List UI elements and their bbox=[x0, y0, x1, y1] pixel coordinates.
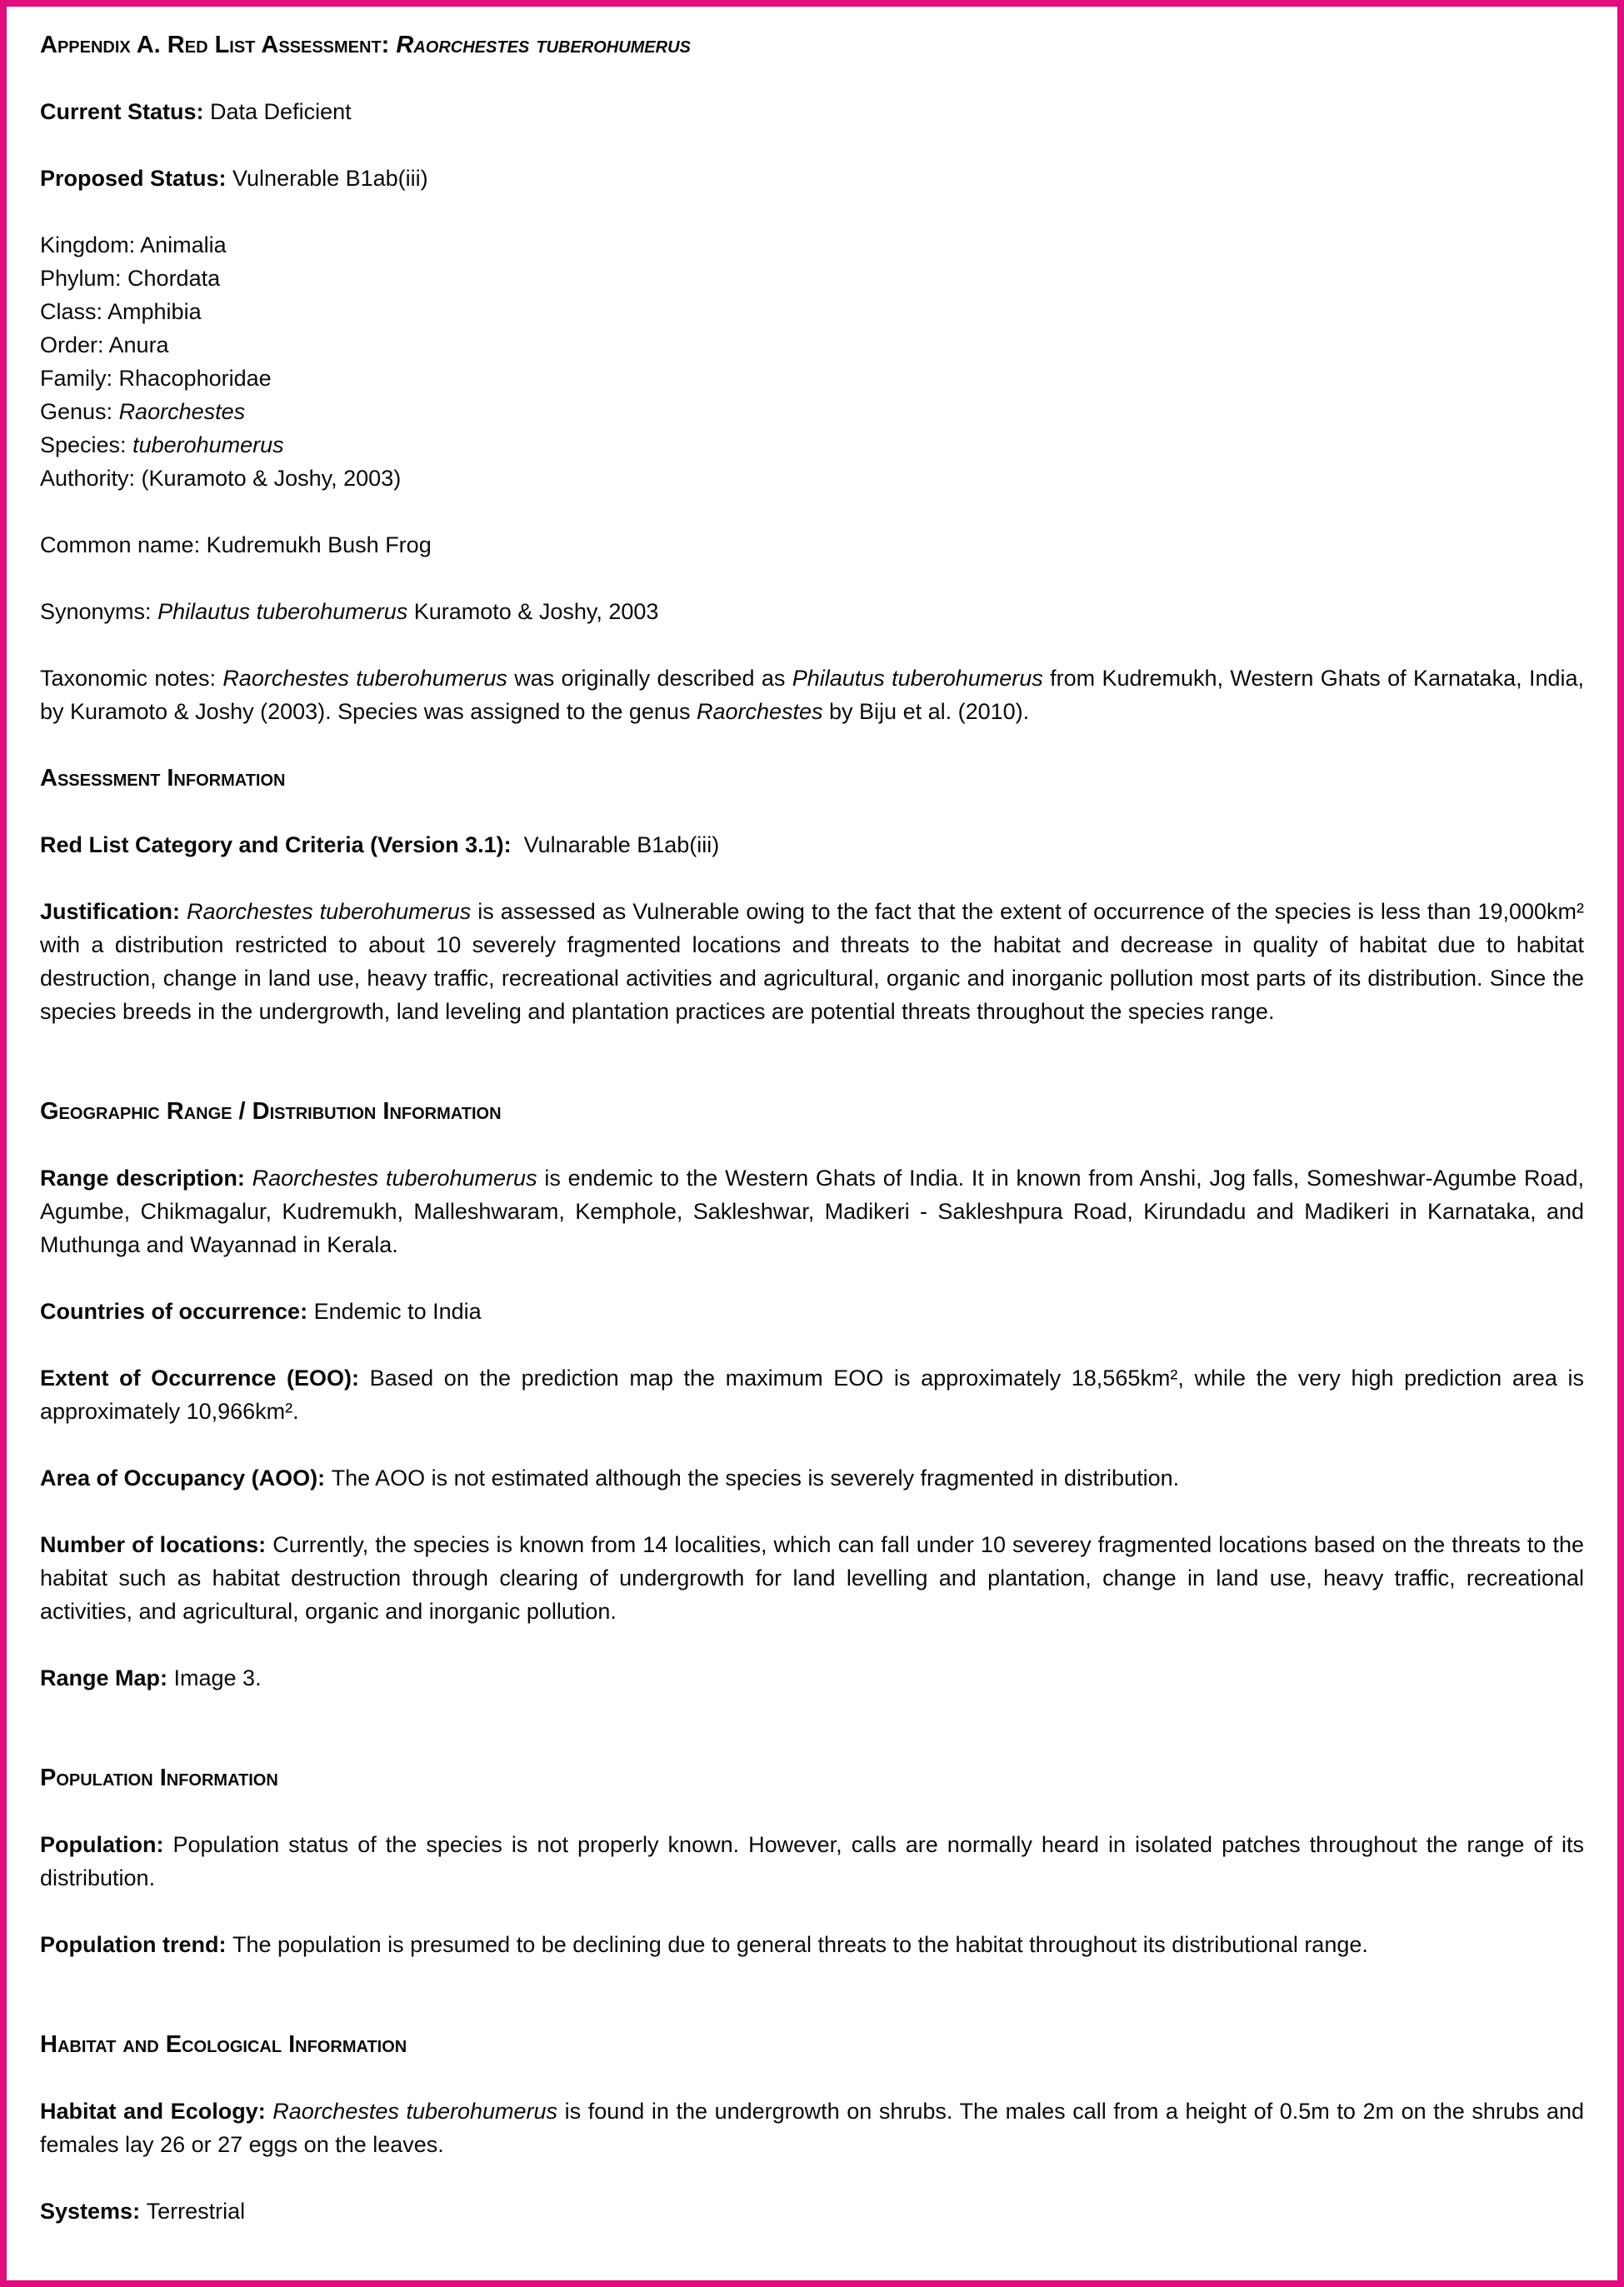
range-description-paragraph: Range description: Raorchestes tuberohumerus is endemic to the Western Ghats of India. It in known from Anshi, Jog falls, Someshwar-Agumbe Road, Agumbe, Chikmagalur, Kudremukh, Malleshwaram, Kemphole, Sakleshwar, Madikeri - Sakleshpura Road, Kirundadu and Madikeri in Karnataka, and Muthunga and Wayannad in Kerala. bbox=[40, 1166, 1585, 1257]
page-title: Appendix A. Red List Assessment: Raorchestes tuberohumerus bbox=[40, 32, 691, 58]
proposed-status-line: Proposed Status: Vulnerable B1ab(iii) bbox=[40, 166, 428, 191]
section-heading-habitat: Habitat and Ecological Information bbox=[40, 2031, 407, 2058]
taxonomy-species: Species: tuberohumerus bbox=[40, 432, 284, 457]
population-paragraph: Population: Population status of the species is not properly known. However, calls are normally heard in isolated patches throughout the range of its distribution. bbox=[40, 1832, 1585, 1890]
population-trend-line: Population trend: The population is presumed to be declining due to general threats to the habitat throughout its distributional range. bbox=[40, 1932, 1368, 1957]
taxonomy-family: Family: Rhacophoridae bbox=[40, 366, 272, 391]
number-of-locations-paragraph: Number of locations: Currently, the species is known from 14 localities, which can fall under 10 severey fragmented locations based on the threats to the habitat such as habitat destruction through clearing of undergrowth for land levelling and plantation, change in land use, heavy traffic, recreational activities, and agricultural, organic and inorganic pollution. bbox=[40, 1532, 1585, 1624]
section-heading-geographic-range: Geographic Range / Distribution Information bbox=[40, 1098, 502, 1125]
current-status-line: Current Status: Data Deficient bbox=[40, 99, 352, 124]
range-map-line: Range Map: Image 3. bbox=[40, 1665, 262, 1690]
countries-of-occurrence-line: Countries of occurrence: Endemic to India bbox=[40, 1299, 482, 1324]
taxonomy-class: Class: Amphibia bbox=[40, 299, 202, 324]
taxonomic-notes-paragraph: Taxonomic notes: Raorchestes tuberohumerus was originally described as Philautus tuberohumerus from Kudremukh, Western Ghats of Karnataka, India, by Kuramoto & Joshy (2003). Species was assigned to the genus Raorchestes by Biju et al. (2010). bbox=[40, 666, 1584, 724]
taxonomy-authority: Authority: (Kuramoto & Joshy, 2003) bbox=[40, 466, 402, 491]
synonyms-line: Synonyms: Philautus tuberohumerus Kuramoto & Joshy, 2003 bbox=[40, 599, 659, 624]
common-name-line: Common name: Kudremukh Bush Frog bbox=[40, 532, 432, 557]
justification-paragraph: Justification: Raorchestes tuberohumerus is assessed as Vulnerable owing to the fact that the extent of occurrence of the species is less than 19,000km² with a distribution restricted to about 10 severely fragmented locations and threats to the habitat and decrease in quality of habitat due to habitat destruction, change in land use, heavy traffic, recreational activities and agricultural, organic and inorganic pollution most parts of its distribution. Since the species breeds in the undergrowth, land leveling and plantation practices are potential threats throughout the species range. bbox=[40, 899, 1584, 1024]
extent-of-occurrence-paragraph: Extent of Occurrence (EOO): Based on the prediction map the maximum EOO is approximately 18,565km², while the very high prediction area is approximately 10,966km². bbox=[40, 1366, 1584, 1424]
section-heading-assessment: Assessment Information bbox=[40, 765, 286, 791]
taxonomy-list bbox=[40, 228, 1584, 495]
red-list-category-line: Red List Category and Criteria (Version 3.1): Vulnarable B1ab(iii) bbox=[40, 832, 720, 857]
taxonomy-order: Order: Anura bbox=[40, 332, 169, 357]
taxonomy-phylum: Phylum: Chordata bbox=[40, 266, 221, 291]
systems-line: Systems: Terrestrial bbox=[40, 2199, 246, 2224]
section-heading-population: Population Information bbox=[40, 1765, 278, 1791]
habitat-and-ecology-paragraph: Habitat and Ecology: Raorchestes tuberohumerus is found in the undergrowth on shrubs. The males call from a height of 0.5m to 2m on the shrubs and females lay 26 or 27 eggs on the leaves. bbox=[40, 2099, 1584, 2157]
taxonomy-genus: Genus: Raorchestes bbox=[40, 399, 246, 424]
taxonomy-kingdom: Kingdom: Animalia bbox=[40, 232, 227, 257]
area-of-occupancy-line: Area of Occupancy (AOO): The AOO is not estimated although the species is severely fragmented in distribution. bbox=[40, 1466, 1180, 1491]
